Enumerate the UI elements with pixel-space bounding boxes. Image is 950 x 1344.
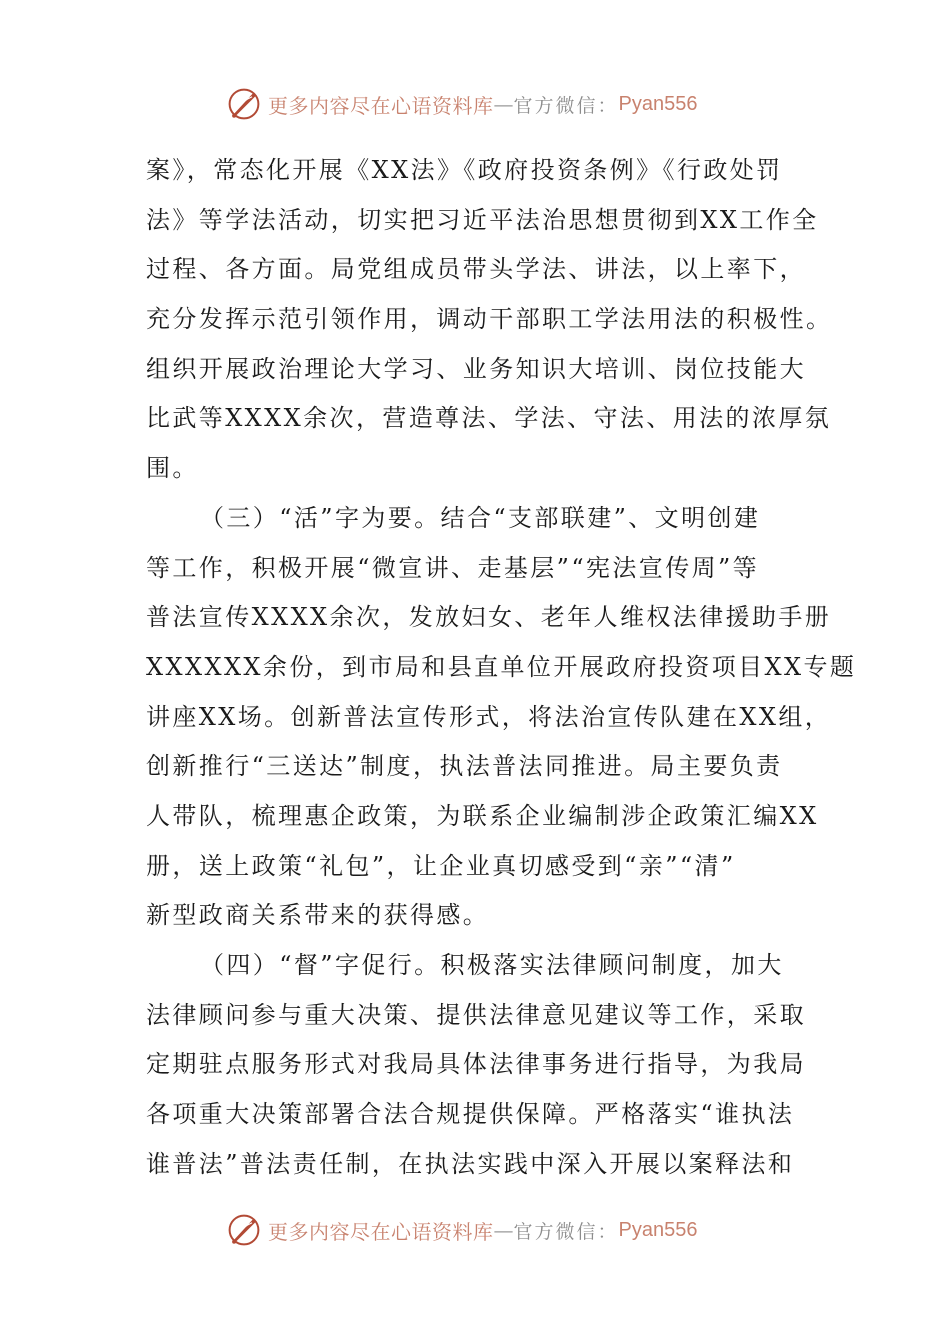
quill-logo-icon (226, 1212, 262, 1248)
body-line: XXXXXX余份，到市局和县直单位开展政府投资项目XX专题 (146, 652, 857, 681)
document-body (146, 146, 857, 1189)
body-line: 围。 (146, 454, 199, 483)
section-three-heading-line: （三）“活”字为要。结合“支部联建”、文明创建 (200, 503, 761, 532)
footer-dash: — (493, 1218, 514, 1242)
footer-watermark (226, 1210, 746, 1250)
body-line: 人带队，梳理惠企政策，为联系企业编制涉企政策汇编XX (146, 801, 819, 830)
footer-wechat-label: 官方微信： (513, 1220, 619, 1243)
body-line: 比武等XXXX余次，营造尊法、学法、守法、用法的浓厚氛 (146, 404, 832, 433)
body-line: 过程、各方面。局党组成员带头学法、讲法，以上率下， (146, 255, 806, 284)
body-line: 定期驻点服务形式对我局具体法律事务进行指导，为我局 (146, 1050, 806, 1079)
body-line: 法》等学法活动，切实把习近平法治思想贯彻到XX工作全 (146, 205, 819, 234)
body-line: 讲座XX场。创新普法宣传形式，将法治宣传队建在XX组， (146, 702, 832, 731)
body-line: 谁普法”普法责任制，在执法实践中深入开展以案释法和 (146, 1149, 795, 1178)
footer-wechat-id: Pyan556 (618, 1218, 698, 1241)
quill-logo-icon (226, 86, 262, 122)
body-line: 各项重大决策部署合法合规提供保障。严格落实“谁执法 (146, 1100, 795, 1129)
body-line: 组织开展政治理论大学习、业务知识大培训、岗位技能大 (146, 354, 806, 383)
body-line: 创新推行“三送达”制度，执法普法同推进。局主要负责 (146, 752, 783, 781)
header-brand-text: 更多内容尽在心语资料库 (268, 93, 494, 118)
footer-brand-text: 更多内容尽在心语资料库 (268, 1219, 494, 1244)
body-line: 册，送上政策“礼包”，让企业真切感受到“亲”“清” (146, 851, 736, 880)
header-wechat-id: Pyan556 (618, 92, 698, 115)
body-line: 充分发挥示范引领作用，调动干部职工学法用法的积极性。 (146, 305, 833, 334)
header-dash: — (493, 92, 514, 116)
header-watermark (226, 84, 746, 124)
body-line: 新型政商关系带来的获得感。 (146, 901, 490, 930)
body-line: 等工作，积极开展“微宣讲、走基层”“宪法宣传周”等 (146, 553, 760, 582)
section-four-heading-line: （四）“督”字促行。积极落实法律顾问制度，加大 (200, 951, 784, 979)
header-wechat-label: 官方微信： (513, 94, 619, 117)
body-line: 案》，常态化开展《XX法》《政府投资条例》《行政处罚 (146, 156, 783, 184)
body-line: 法律顾问参与重大决策、提供法律意见建议等工作，采取 (146, 1000, 806, 1029)
body-line: 普法宣传XXXX余次，发放妇女、老年人维权法律援助手册 (146, 603, 832, 632)
